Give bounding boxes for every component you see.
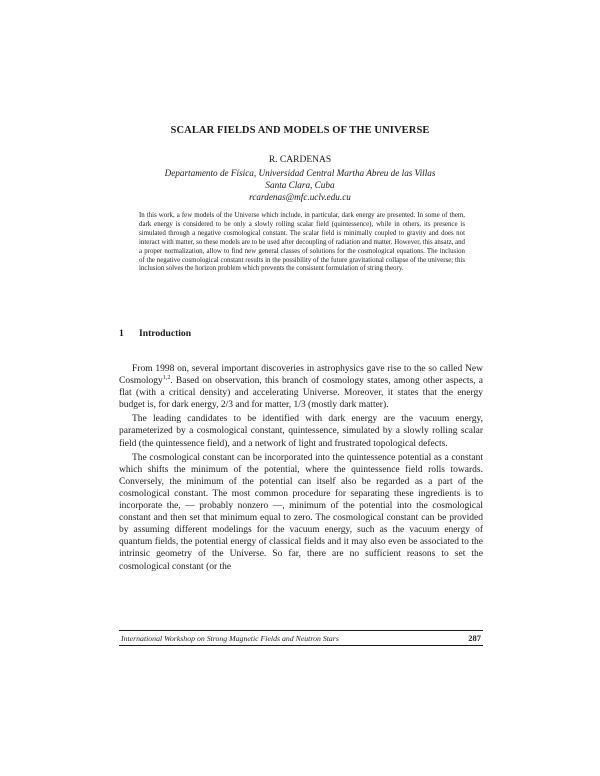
affiliation-line: Departamento de Física, Universidad Central Martha Abreu de las Villas (164, 168, 436, 178)
page-number: 287 (468, 633, 481, 643)
section-number: 1 (119, 328, 124, 339)
affiliation-location: Santa Clara, Cuba (265, 180, 335, 190)
abstract (139, 212, 465, 274)
page-footer (119, 630, 483, 646)
body-text (119, 363, 483, 575)
footer-venue: International Workshop on Strong Magnetic Fields and Neutron Stars (121, 633, 339, 643)
paragraph: The leading candidates to be identified with dark energy are the vacuum energy, parameterized by a cosmological constant, quintessence, simulated by a slowly rolling scalar field (the quintessence field), and a network of light and frustrated topological defects. (119, 414, 483, 449)
paragraph (119, 363, 483, 411)
author-email: rcardenas@mfc.uclv.edu.cu (249, 192, 351, 202)
section-title: Introduction (139, 328, 192, 339)
section-heading (119, 328, 191, 339)
citation-ref: 1,2 (162, 374, 171, 381)
paragraph: The cosmological constant can be incorporated into the quintessence potential as a constant which shifts the minimum of the potential, where the quintessence field rolls towards. Conversely, the minimum of the potential can itself also be regarded as a part of the cosmological constant. The most common procedure for separating these ingredients is to incorporate the, — probably nonzero —, minimum of the potential into the cosmological constant and then set that minimum equal to zero. The cosmological constant can be provided by assuming different modelings for the vacuum energy, such as the vacuum energy of quantum fields, the potential energy of classical fields and it may also even be associated to the intrinsic geometry of the Universe. So far, there are no sufficient reasons to set the cosmological constant (or the (119, 452, 483, 572)
paragraph-text: . Based on observation, this branch of cosmology states, among other aspects, a flat (with a critical density) and accelerating Universe. Moreover, it states that the energy budget is, for dark energy, 2/3 and for matter, 1/3 (mostly dark matter). (119, 376, 483, 411)
paper-title: SCALAR FIELDS AND MODELS OF THE UNIVERSE (170, 125, 430, 136)
abstract-text: In this work, a few models of the Universe which include, in particular, dark energy are presented. In some of them, dark energy is considered to be only a slowly rolling scalar field (quintessence), while in others, its presence is simulated through a negative cosmological constant. The scalar field is minimally coupled to gravity and does not interact with matter, so these models are to be used after decoupling of radiation and matter. However, this ansatz, and a proper normalization, allow to find new general classes of solutions for the cosmological equations. The inclusion of the negative cosmological constant results in the possibility of the future gravitational collapse of the universe; this inclusion solves the horizon problem which prevents the consistent formulation of string theory. (139, 212, 465, 273)
paragraph-text: From 1998 on, several important discoveries in astrophysics gave rise to the so called New Cosmology (119, 364, 483, 387)
author-name: R. CARDENAS (268, 155, 332, 165)
